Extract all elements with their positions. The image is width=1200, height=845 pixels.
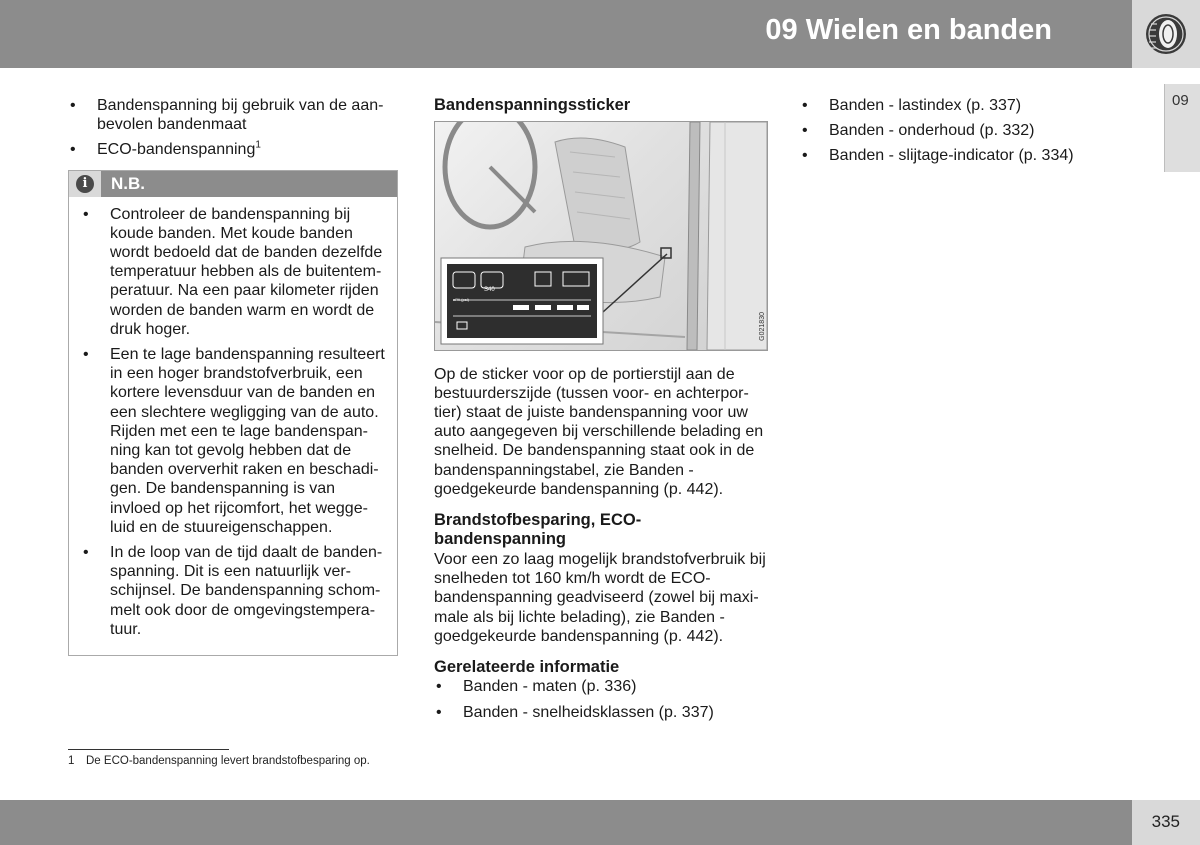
related-link[interactable]: • Banden - onderhoud (p. 332) <box>800 121 1140 140</box>
footnote-marker[interactable]: 1 <box>255 140 261 152</box>
note-title: N.B. <box>111 173 145 193</box>
footnote-text: De ECO-bandenspanning levert brandstofbesparing op. <box>86 755 370 767</box>
related-list-continued <box>800 96 1140 166</box>
figure-code: G021830 <box>759 311 766 341</box>
related-link[interactable]: • Banden - slijtage-indicator (p. 334) <box>800 146 1140 165</box>
sticker-heading: Bandenspanningssticker <box>434 96 631 114</box>
note-header <box>69 171 397 197</box>
intro-bullet-list <box>68 96 400 160</box>
middle-column <box>434 96 768 728</box>
footnote <box>68 755 370 767</box>
door-pillar-sticker-figure <box>434 121 768 351</box>
sticker-unit-label: ePA (psi) <box>453 296 469 302</box>
chapter-tab[interactable] <box>1164 84 1200 172</box>
left-column <box>68 96 400 656</box>
info-icon: i <box>76 175 94 193</box>
eco-heading: Brandstofbesparing, ECO- bandenspanning <box>434 510 642 549</box>
note-list <box>81 205 387 639</box>
page-number: 335 <box>1151 812 1180 831</box>
related-link[interactable]: • Banden - maten (p. 336) <box>434 677 768 696</box>
car-interior-illustration <box>435 122 767 350</box>
related-link[interactable]: • Banden - lastindex (p. 337) <box>800 96 1140 115</box>
note-body <box>69 197 397 655</box>
sticker-paragraph: Op de sticker voor op de portierstijl aan de bestuurderszijde (tussen voor- en achterpor- tier) staat de juiste bandenspanning voor uw auto aangegeven bij verschillende belading en snelheid. De bandenspanning staat ook in de bandenspanningstabel, zie Banden - goedgekeurde bandenspanning (p. 442). <box>434 365 764 498</box>
footnote-number: 1 <box>68 755 75 767</box>
chapter-tab-label: 09 <box>1172 92 1189 109</box>
list-item: • Bandenspanning bij gebruik van de aan- bevolen bandenmaat <box>68 96 400 134</box>
page-header <box>0 0 1132 68</box>
list-item: • Een te lage bandenspanning resulteert in een hoger brandstofverbruik, een kortere levensduur van de banden en een slechtere wegligging van de auto. Rijden met een te lage bandenspan- ning kan tot gevolg hebben dat de banden oververhit raken en beschadi- gen. De bandenspanning is van invloed op het rijcomfort, het wegge- luid en de stuureigenschappen. <box>81 345 387 537</box>
tyre-icon <box>1132 0 1200 68</box>
sticker-model-label: S40 <box>484 286 495 293</box>
sticker-brand-label: VOLVO <box>511 337 528 344</box>
eco-paragraph: Voor een zo laag mogelijk brandstofverbruik bij snelheden tot 160 km/h wordt de ECO- bandenspanning geadviseerd (zowel bij maxi- male als bij lichte belading), zie Banden - goedgekeurde bandenspanning (p. 442). <box>434 550 766 645</box>
list-item: • In de loop van de tijd daalt de banden- spanning. Dit is een natuurlijk ver- schijnsel. De bandenspanning schom- melt ook door de omgevingstempera- tuur. <box>81 543 387 639</box>
list-item: • Controleer de bandenspanning bij koude banden. Met koude banden wordt bedoeld dat de banden dezelfde temperatuur hebben als de buitentem- peratuur. Na een paar kilometer rijden worden de banden warm en wordt de druk hoger. <box>81 205 387 339</box>
right-column <box>800 96 1140 172</box>
related-link[interactable]: • Banden - snelheidsklassen (p. 337) <box>434 703 768 722</box>
header-icon-box <box>1132 0 1200 68</box>
chapter-title: 09 Wielen en banden <box>765 14 1052 46</box>
list-item: • ECO-bandenspanning$^1$ <box>68 140 400 159</box>
related-list <box>434 677 768 721</box>
page-number-box <box>1132 800 1200 845</box>
related-heading: Gerelateerde informatie <box>434 657 620 676</box>
page-footer <box>0 800 1132 845</box>
footnote-divider <box>68 749 229 750</box>
note-box <box>68 170 398 656</box>
